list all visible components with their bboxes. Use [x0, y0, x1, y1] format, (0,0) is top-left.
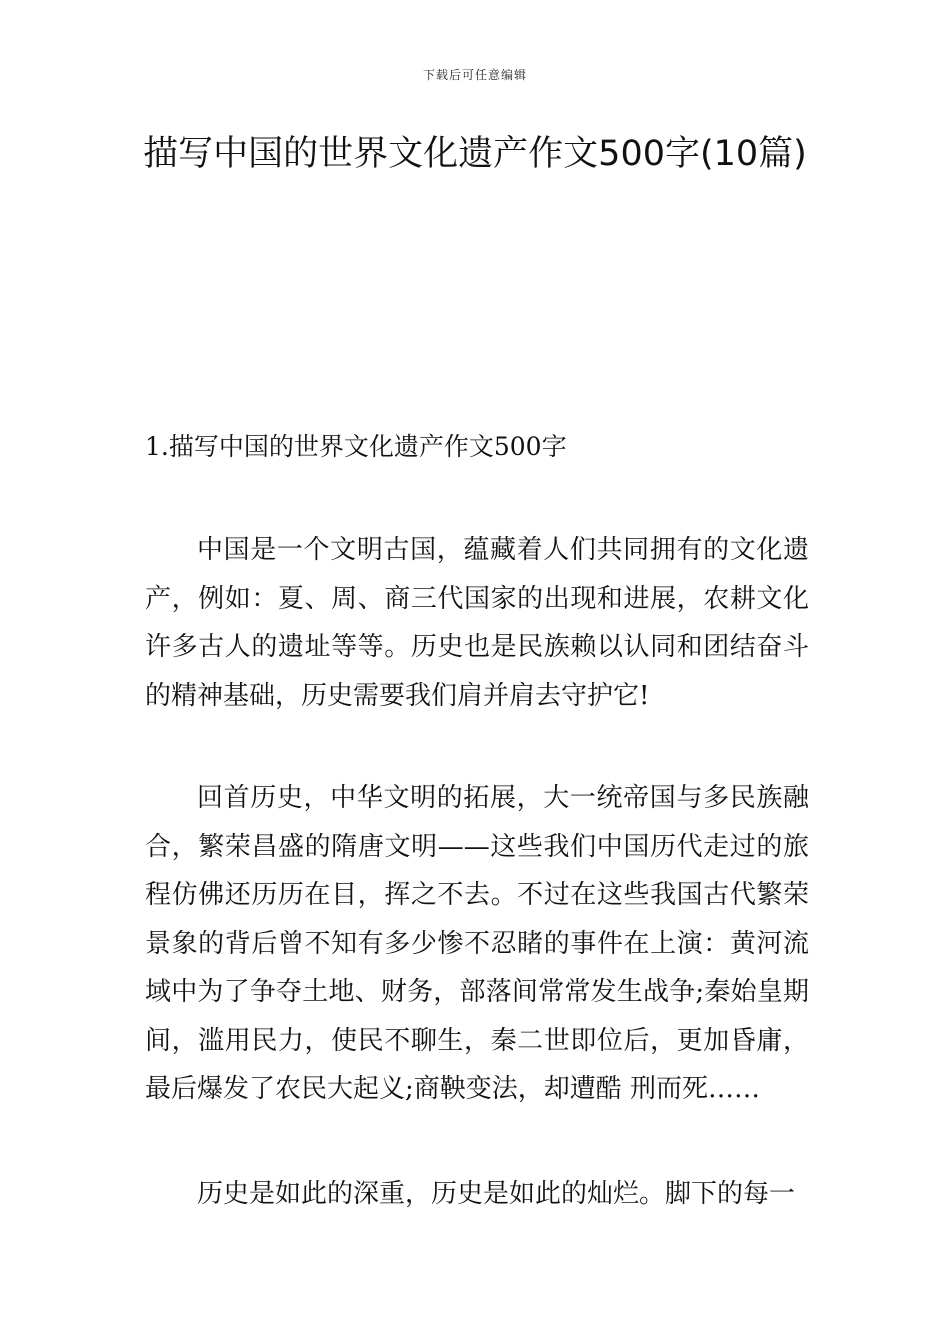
header-note: 下载后可任意编辑: [422, 68, 527, 82]
document-title: 描写中国的世界文化遗产作文500字(10篇): [143, 134, 807, 174]
paragraph-3: 历史是如此的深重，历史是如此的灿烂。脚下的每一: [197, 1179, 796, 1209]
paragraph-1: 中国是一个文明古国，蕴藏着人们共同拥有的文化遗产，例如：夏、周、商三代国家的出现和进展，农耕文化许多古人的遗址等等。历史也是民族赖以认同和团结奋斗的精神基础，历史需要我们肩并肩去守护它!: [145, 535, 809, 711]
paragraph-2: 回首历史，中华文明的拓展，大一统帝国与多民族融合，繁荣昌盛的隋唐文明——这些我们中国历代走过的旅程仿佛还历历在目，挥之不去。不过在这些我国古代繁荣景象的背后曾不知有多少惨不忍睹的事件在上演：黄河流域中为了争夺土地、财务，部落间常常发生战争;秦始皇期间，滥用民力，使民不聊生，秦二世即位后，更加昏庸，最后爆发了农民大起义;商鞅变法，却遭酷 刑而死……: [145, 783, 809, 1104]
section-heading: 1.描写中国的世界文化遗产作文500字: [145, 432, 567, 461]
